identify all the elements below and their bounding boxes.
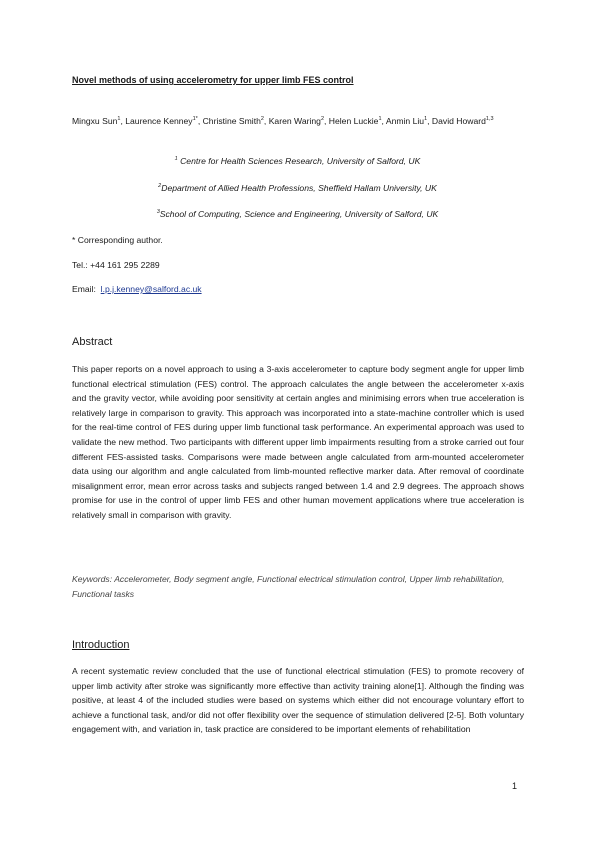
author: Karen Waring$^2$ (268, 116, 324, 126)
author: Helen Luckie$^1$ (328, 116, 382, 126)
abstract-text: This paper reports on a novel approach to using a 3-axis accelerometer to capture body segment angle for upper limb functional electrical stimulation (FES) control. The approach calculates the angle between the accelerometer x-axis and the gravity vector, while avoiding poor sensitivity at certain angles and minimising errors when true acceleration is relatively large in comparison to gravity. This approach was incorporated into a state-machine controller which is used for the real-time control of FES during upper limb functional task performance. An experimental approach was used to validate the new method. Two participants with different upper limb impairments resulting from a stroke carried out four different FES-assisted tasks. Comparisons were made between angle calculated from arm-mounted accelerometer data using our algorithm and angle calculated from limb-mounted reflective marker data. After removal of coordinate misalignment error, mean error across tasks and subjects ranged between 1.4 and 2.9 degrees. The approach shows promise for use in the control of upper limb FES and other human movement applications where true acceleration is relatively small in comparison with gravity. (72, 364, 524, 520)
email-line (72, 282, 524, 297)
paper-title: Novel methods of using accelerometry for upper limb FES control (72, 75, 354, 85)
introduction-text: A recent systematic review concluded that the use of functional electrical stimulation (FES) to promote recovery of upper limb activity after stroke was significantly more effective than activity training alone[1]. Although the finding was positive, at least 4 of the included studies were based on systems which either did not encourage voluntary effort to achieve a functional task, and/or did not offer flexibility over the sequence of stimulation delivered [2-5]. Both voluntary engagement with, and variation in, task practice are considered to be important elements of rehabilitation (72, 666, 524, 735)
author: Christine Smith$^2$ (202, 116, 264, 126)
introduction-heading: Introduction (72, 639, 130, 651)
keywords: Keywords: Accelerometer, Body segment angle, Functional electrical stimulation control, Upper limb rehabilitation, Functional tasks (72, 574, 505, 599)
author: Anmin Liu$^1$ (385, 116, 428, 126)
email-link[interactable]: l.p.j.kenney@salford.ac.uk (100, 284, 202, 294)
abstract-heading: Abstract (72, 336, 113, 348)
telephone: Tel.: +44 161 295 2289 (72, 260, 160, 270)
affiliation-2: $^2$Department of Allied Health Professions, Sheffield Hallam University, UK (158, 183, 437, 193)
page-number: 1 (512, 781, 518, 791)
author: Mingxu Sun$^1$ (72, 116, 121, 126)
email-label: Email: (72, 284, 96, 294)
affiliation-1: $^1$ Centre for Health Sciences Research, University of Salford, UK (174, 156, 421, 166)
corresponding-author-note: * Corresponding author. (72, 235, 163, 245)
author-list: Mingxu Sun$^1$, Laurence Kenney$^{1*}$, Christine Smith$^2$, Karen Waring$^2$, Helen Luckie$^1$, Anmin Liu$^1$, David Howard$^{1,3}$ (72, 116, 494, 126)
affiliation-3: $^3$School of Computing, Science and Engineering, University of Salford, UK (156, 209, 439, 219)
author: David Howard$^{1,3}$ (431, 116, 494, 126)
author: Laurence Kenney$^{1*}$ (125, 116, 198, 126)
